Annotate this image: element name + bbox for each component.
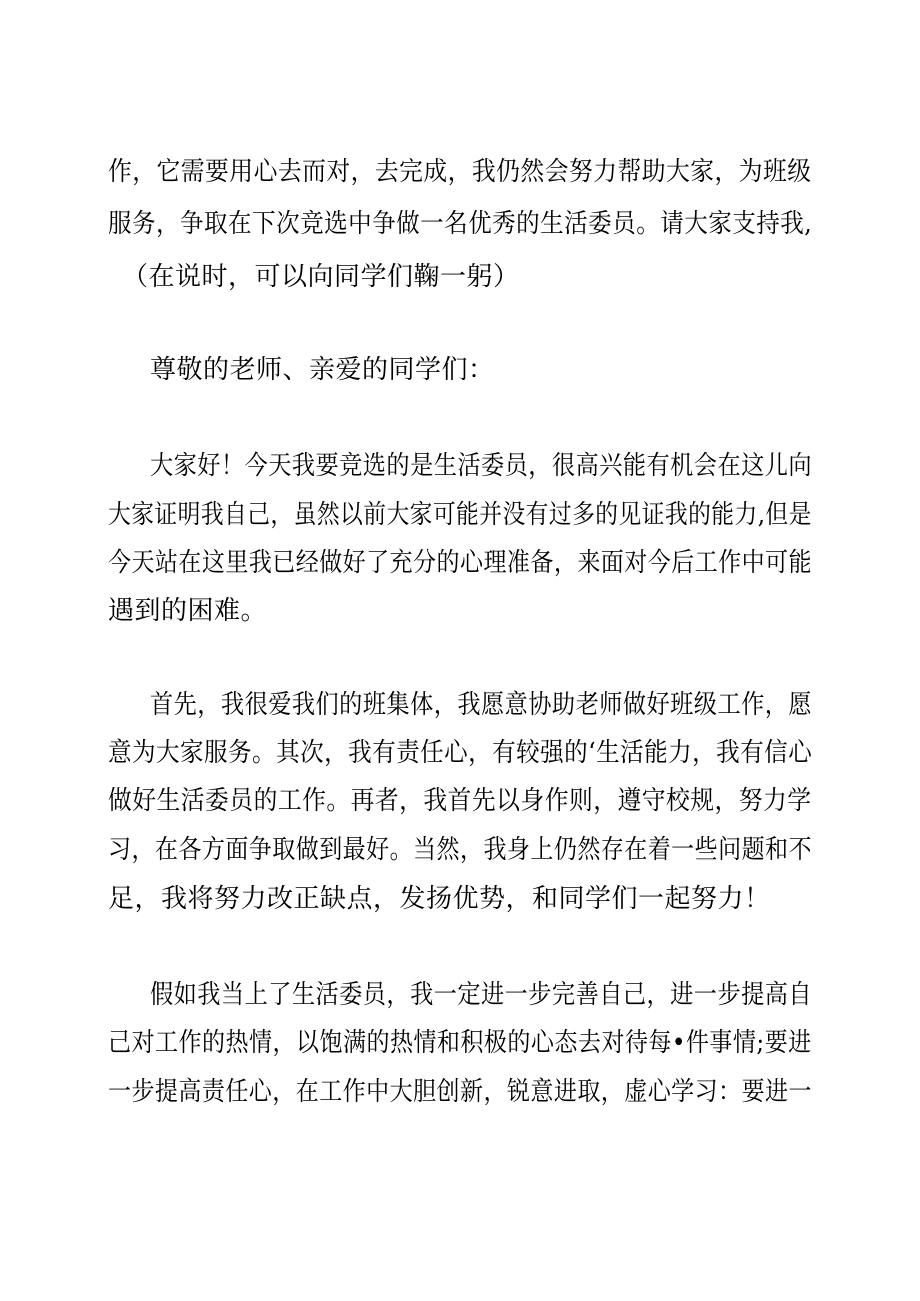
- text-line: 习，在各方面争取做到最好。当然，我身上仍然存在着一些问题和不: [108, 835, 812, 865]
- text-line: 遇到的困难。: [108, 596, 268, 626]
- text-line: 大家证明我自己，虽然以前大家可能并没有过多的见证我的能力,但是: [108, 500, 812, 530]
- text-line: 做好生活委员的工作。再者，我首先以身作则，遵守校规，努力学: [108, 786, 812, 816]
- text-line: 作，它需要用心去而对，去完成，我仍然会努力帮助大家，为班级: [108, 157, 812, 187]
- text-line: 今天站在这里我已经做好了充分的心理准备，来面对今后工作中可能: [108, 548, 812, 578]
- text-line: 假如我当上了生活委员，我一定进一步完善自己，进一步提高自: [150, 980, 813, 1010]
- text-line: 足，我将努力改正缺点，发扬优势，和同学们一起努力！: [108, 884, 771, 914]
- text-line: 服务，争取在下次竞选中争做一名优秀的生活委员。请大家支持我,: [108, 209, 813, 239]
- text-line: 意为大家服务。其次，我有责任心，有较强的‘生活能力，我有信心: [108, 738, 813, 768]
- text-line: 大家好！今天我要竞选的是生活委员，很高兴能有机会在这儿向: [150, 451, 813, 481]
- text-line: 首先，我很爱我们的班集体，我愿意协助老师做好班级工作，愿: [150, 690, 813, 720]
- salutation: 尊敬的老师、亲爱的同学们：: [150, 355, 495, 385]
- text-line: （在说时，可以向同学们鞠一躬）: [122, 262, 520, 292]
- text-line: 一步提高责任心，在工作中大胆创新，锐意进取，虚心学习：要进一: [108, 1077, 812, 1107]
- text-line: 己对工作的热情，以饱满的热情和积极的心态去对待每•件事情;要进: [108, 1028, 812, 1058]
